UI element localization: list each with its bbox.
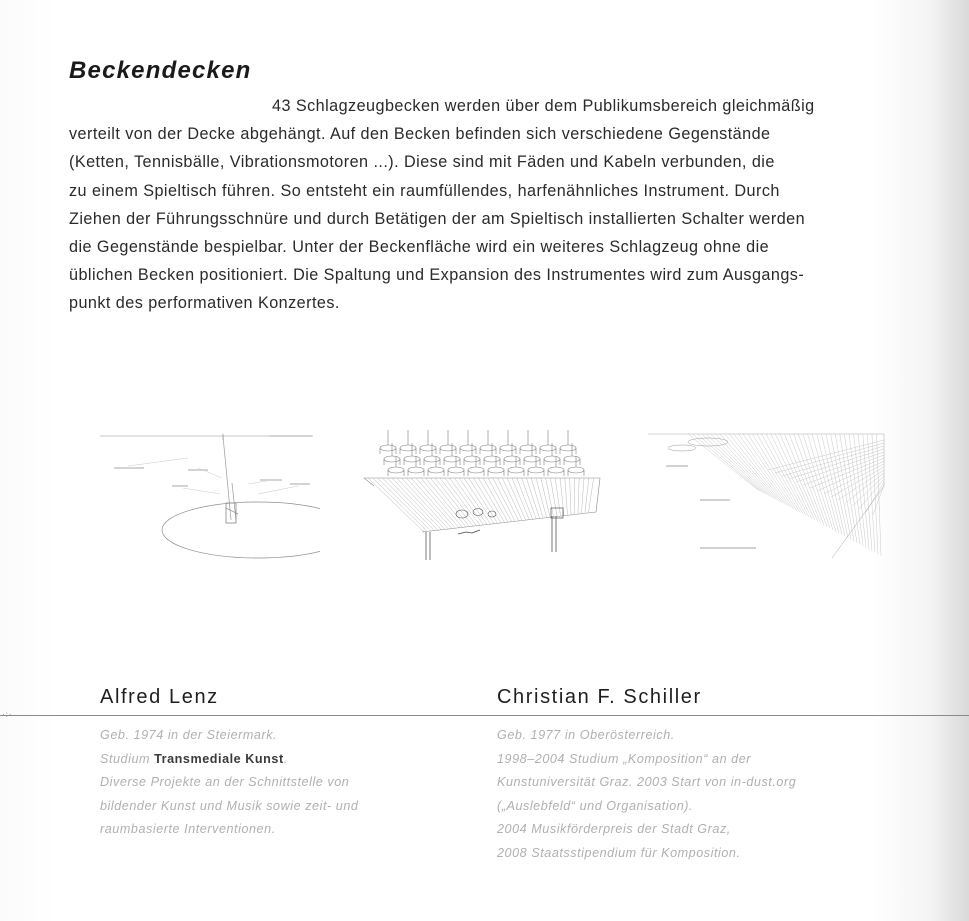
sketch-cymbal-table bbox=[364, 426, 602, 562]
bio-line: 2008 Staatsstipendium für Komposition. bbox=[497, 845, 741, 860]
intro-line: Ziehen der Führungsschnüre und durch Betätigen der am Spieltisch installierten Schalter werden bbox=[69, 209, 806, 228]
artist-name: Christian F. Schiller bbox=[497, 686, 702, 708]
bio-study-prefix: Studium bbox=[100, 751, 151, 766]
divider-rule bbox=[0, 715, 969, 716]
intro-line: üblichen Becken positioniert. Die Spaltung und Expansion des Instrumentes wird zum Ausgangs- bbox=[69, 266, 805, 285]
bio-line bbox=[100, 748, 358, 772]
bio-line: 2004 Musikförderpreis der Stadt Graz, bbox=[497, 822, 731, 837]
intro-line: 43 Schlagzeugbecken werden über dem Publikumsbereich gleichmäßig bbox=[272, 97, 815, 115]
bio-line: Geb. 1974 in der Steiermark. bbox=[100, 728, 278, 742]
bio-line: Kunstuniversität Graz. 2003 Start von in-dust.org bbox=[497, 775, 797, 790]
bio-line: Diverse Projekte an der Schnittstelle von bbox=[100, 775, 350, 790]
artist-name: Alfred Lenz bbox=[100, 686, 219, 708]
artist-bio bbox=[497, 724, 796, 866]
bio-line: 1998–2004 Studium „Komposition“ an der bbox=[497, 751, 752, 766]
bio-line: („Auslebfeld“ und Organisation). bbox=[497, 798, 694, 813]
bio-line: bildender Kunst und Musik sowie zeit- und bbox=[100, 798, 359, 813]
sketch-cymbal-field bbox=[648, 430, 888, 562]
bio-study-suffix: . bbox=[283, 751, 288, 766]
artist-bio bbox=[100, 724, 358, 842]
page-title: Beckendecken bbox=[69, 57, 252, 84]
bio-study-subject: Transmediale Kunst bbox=[154, 751, 284, 766]
intro-line: (Ketten, Tennisbälle, Vibrationsmotoren ...). Diese sind mit Fäden und Kabeln verbunden, die bbox=[69, 153, 775, 172]
intro-paragraph bbox=[69, 92, 889, 318]
bio-line: Geb. 1977 in Oberösterreich. bbox=[497, 728, 675, 742]
intro-line: die Gegenstände bespielbar. Unter der Beckenfläche wird ein weiteres Schlagzeug ohne die bbox=[69, 238, 770, 257]
intro-line: verteilt von der Decke abgehängt. Auf den Becken befinden sich verschiedene Gegenstände bbox=[69, 125, 771, 144]
bio-line: raumbasierte Interventionen. bbox=[100, 822, 276, 837]
intro-line: zu einem Spieltisch führen. So entsteht ein raumfüllendes, harfenähnliches Instrument. Durch bbox=[69, 181, 780, 200]
intro-line: punkt des performativen Konzertes. bbox=[69, 294, 340, 313]
sketch-cymbal-suspension bbox=[98, 428, 320, 568]
